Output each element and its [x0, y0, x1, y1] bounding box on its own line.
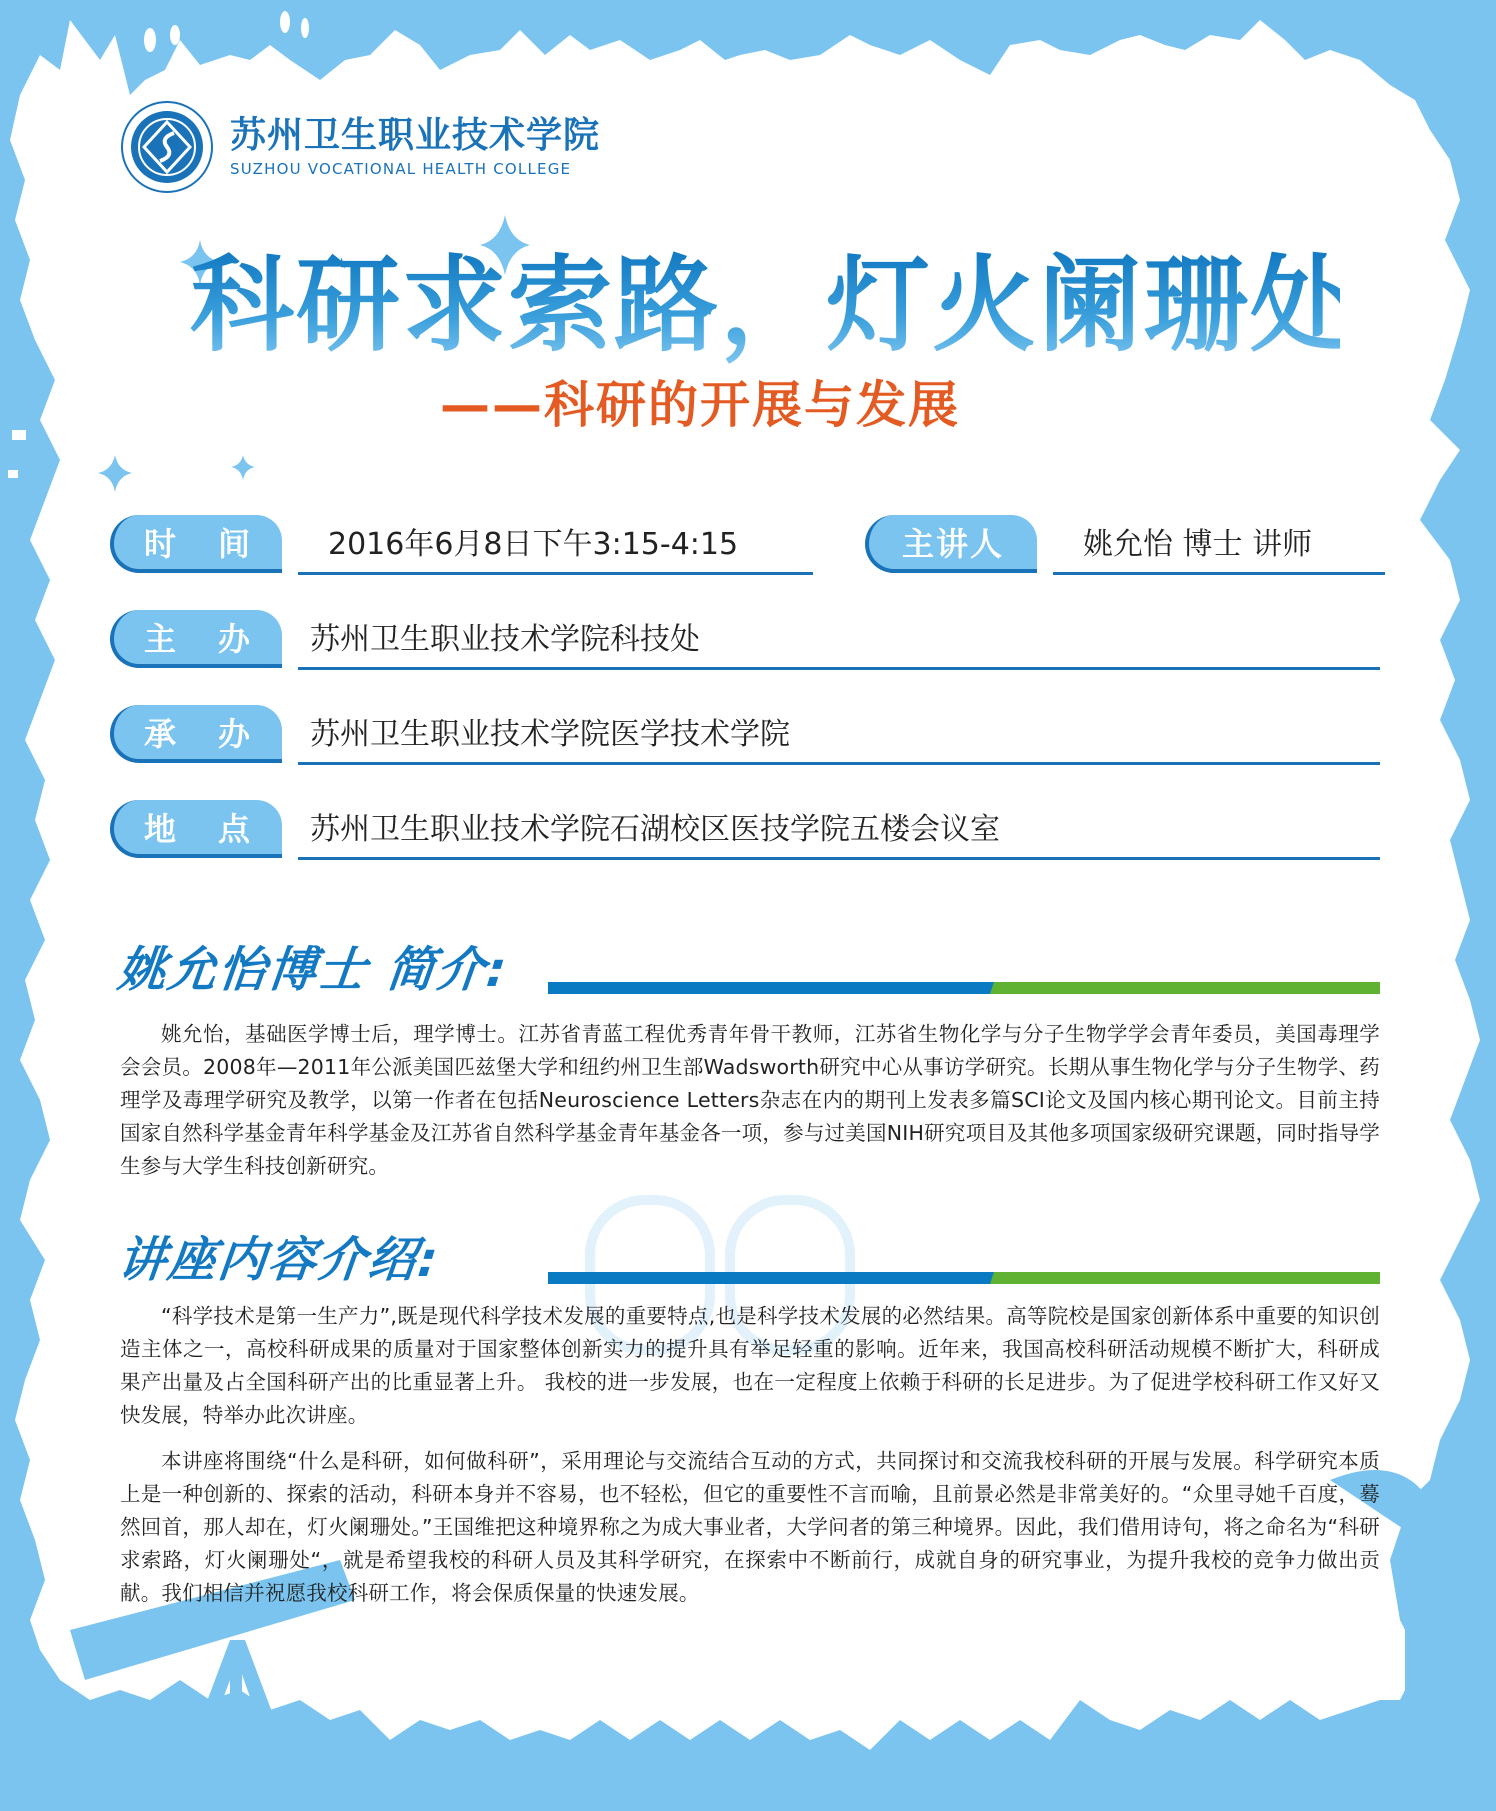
lecture-section-heading — [115, 1230, 1378, 1290]
value-venue: 苏州卫生职业技术学院石湖校区医技学院五楼会议室 — [298, 800, 1380, 860]
college-name-cn: 苏州卫生职业技术学院 — [230, 115, 601, 156]
info-row-organizer — [110, 705, 1380, 769]
college-seal-icon — [120, 100, 214, 194]
info-row-host — [110, 610, 1380, 674]
lecture-paragraph-2: 本讲座将围绕“什么是科研，如何做科研”，采用理论与交流结合互动的方式，共同探讨和交流我校科研的开展与发展。科学研究本质上是一种创新的、探索的活动，科研本身并不容易，也不轻松，但它的重要性不言而喻，且前景必然是非常美好的。“众里寻她千百度，蓦然回首，那人却在，灯火阑珊处。”王国维把这种境界称之为成大事业者，大学问者的第三种境界。因此，我们借用诗句，将之命名为“科研求索路，灯火阑珊处“，就是希望我校的科研人员及其科学研究，在探索中不断前行，成就自身的研究事业，为提升我校的竞争力做出贡献。我们相信并祝愿我校科研工作，将会保质保量的快速发展。 — [120, 1449, 1380, 1605]
value-host: 苏州卫生职业技术学院科技处 — [298, 610, 1380, 670]
bio-heading: 姚允怡博士 简介: — [115, 942, 511, 998]
value-time: 2016年6月8日下午3:15-4:15 — [298, 515, 813, 575]
subtitle: ——科研的开展与发展 — [440, 376, 960, 434]
label-host: 主 办 — [110, 610, 282, 668]
college-name-en: SUZHOU VOCATIONAL HEALTH COLLEGE — [230, 160, 572, 178]
college-logo — [120, 100, 600, 194]
label-speaker: 主讲人 — [865, 515, 1037, 573]
label-organizer: 承 办 — [110, 705, 282, 763]
heading-bar-green — [990, 982, 1380, 994]
heading-bar-green — [990, 1272, 1380, 1284]
label-time: 时 间 — [110, 515, 282, 573]
value-speaker: 姚允怡 博士 讲师 — [1053, 515, 1385, 575]
info-row-venue — [110, 800, 1380, 864]
lecture-heading: 讲座内容介绍: — [115, 1232, 443, 1288]
lecture-paragraph-1: “科学技术是第一生产力”,既是现代科学技术发展的重要特点,也是科学技术发展的必然结果。高等院校是国家创新体系中重要的知识创造主体之一，高校科研成果的质量对于国家整体创新实力的提升具有举足轻重的影响。近年来，我国高校科研活动规模不断扩大，科研成果产出量及占全国科研产出的比重显著上升。 我校的进一步发展，也在一定程度上依赖于科研的长足进步。为了促进学校科研工作又好又快发展，特举办此次讲座。 — [120, 1304, 1380, 1427]
bio-text: 姚允怡，基础医学博士后，理学博士。江苏省青蓝工程优秀青年骨干教师，江苏省生物化学与分子生物学学会青年委员，美国毒理学会会员。2008年—2011年公派美国匹兹堡大学和纽约州卫生部Wadsworth研究中心从事访学研究。长期从事生物化学与分子生物学、药理学及毒理学研究及教学，以第一作者在包括Neuroscience Letters杂志在内的期刊上发表多篇SCI论文及国内核心期刊论文。目前主持国家自然科学基金青年科学基金及江苏省自然科学基金青年基金各一项，参与过美国NIH研究项目及其他多项国家级研究课题，同时指导学生参与大学生科技创新研究。 — [120, 1022, 1380, 1178]
value-organizer: 苏州卫生职业技术学院医学技术学院 — [298, 705, 1380, 765]
label-venue: 地 点 — [110, 800, 282, 858]
bio-section-heading — [115, 940, 1378, 1000]
main-title: 科研求索路，灯火阑珊处 — [190, 244, 1357, 366]
info-row-time — [110, 515, 810, 579]
info-row-speaker — [865, 515, 1385, 579]
